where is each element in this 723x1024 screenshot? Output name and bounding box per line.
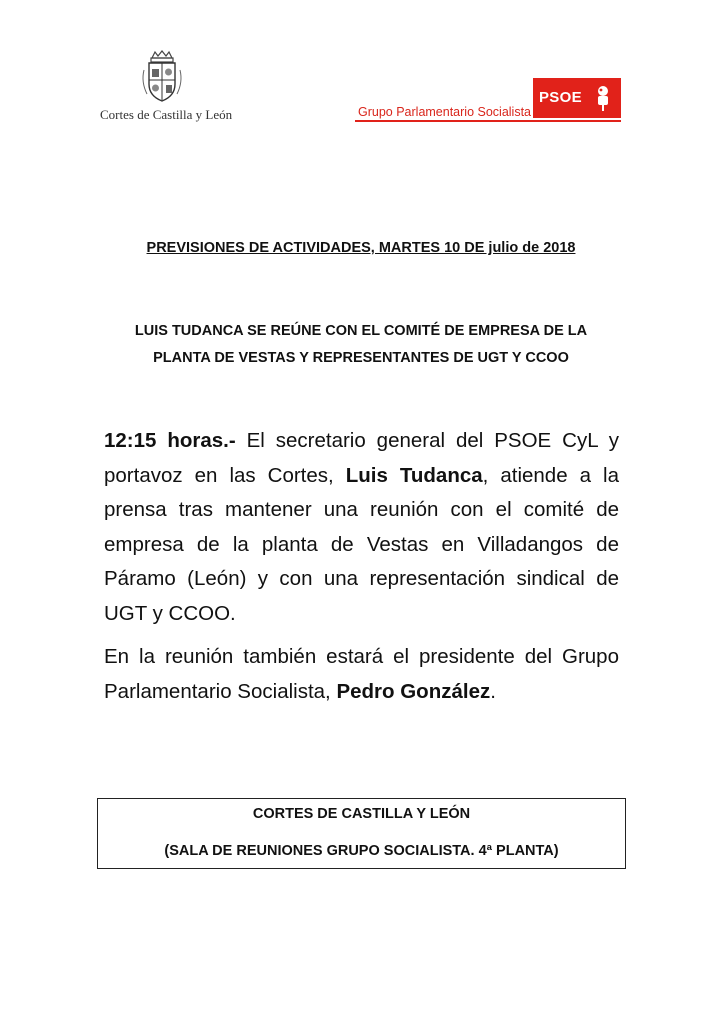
- event-headline-line1: LUIS TUDANCA SE REÚNE CON EL COMITÉ DE EMPRESA DE LA: [134, 323, 588, 339]
- event-text-a: El secretario general del PSOE CyL y portavoz en las Cortes,: [104, 429, 619, 487]
- group-name: Grupo Parlamentario Socialista: [358, 105, 531, 119]
- document-title: PREVISIONES DE ACTIVIDADES, MARTES 10 DE julio de 2018: [146, 240, 576, 256]
- psoe-badge: [533, 78, 621, 118]
- location-place: CORTES DE CASTILLA Y LEÓN: [252, 806, 471, 822]
- location-box: [97, 798, 626, 869]
- event-time: 12:15 horas.-: [104, 429, 236, 452]
- event-text-b: , atiende a la prensa tras mantener una reunión con el comité de empresa de la planta de Vestas en Villadangos de Páramo (León) y con una representación sindical de UGT y CCOO.: [104, 463, 619, 625]
- event-description: [104, 424, 619, 631]
- psoe-acronym: PSOE: [539, 89, 582, 106]
- coat-of-arms-icon: [140, 50, 184, 106]
- attendee-note: [104, 640, 619, 709]
- speaker-name: Luis Tudanca: [345, 463, 483, 487]
- attendee-text-a: En la reunión también estará el presidente del Grupo Parlamentario Socialista,: [104, 645, 619, 703]
- cortes-name: Cortes de Castilla y León: [100, 107, 233, 122]
- psoe-group-logo: [355, 78, 621, 124]
- brand-underline: [355, 120, 621, 122]
- event-headline-line2: PLANTA DE VESTAS Y REPRESENTANTES DE UGT Y CCOO: [153, 350, 569, 366]
- attendee-name: Pedro González: [336, 679, 491, 703]
- location-room: (SALA DE REUNIONES GRUPO SOCIALISTA. 4ª PLANTA): [164, 843, 559, 859]
- event-headline: [100, 318, 622, 372]
- attendee-text-b: .: [490, 679, 496, 703]
- cortes-logo: [100, 50, 240, 130]
- rose-fist-icon: [591, 84, 615, 112]
